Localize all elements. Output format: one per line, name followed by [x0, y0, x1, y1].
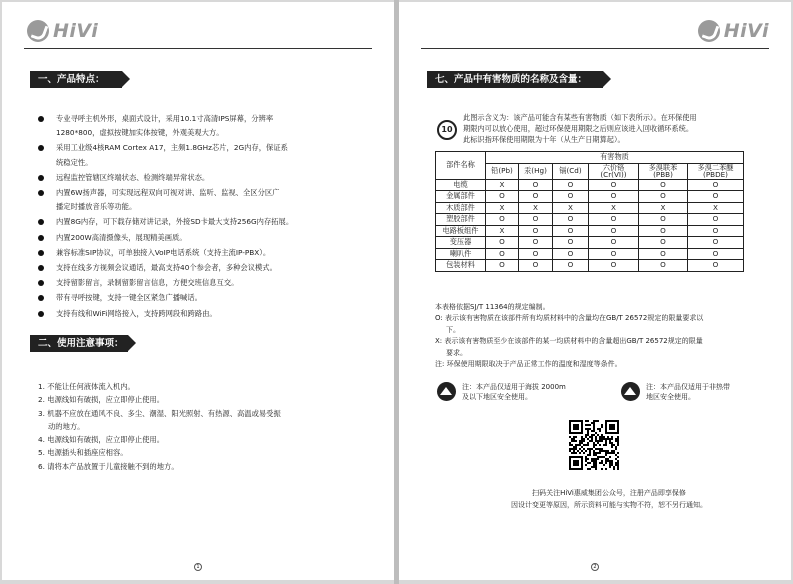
table-row [436, 191, 744, 203]
disclaimer-line: 因设计变更等原因，所示资料可能与实物不符，恕不另行通知。 [511, 501, 707, 509]
table-cell: O [688, 191, 744, 203]
intro-line: 此标识指环保使用期限为十年（从生产日期算起）。 [463, 135, 625, 144]
table-cell: O [688, 214, 744, 226]
table-cell: X [688, 202, 744, 214]
table-header-substance: 多溴联苯 (PBB) [639, 163, 688, 179]
table-row [436, 225, 744, 237]
feature-item [38, 231, 378, 245]
brand-logo-text: HiVi [723, 20, 769, 42]
table-cell: O [519, 248, 553, 260]
table-cell: O [486, 214, 519, 226]
table-cell: O [553, 260, 589, 272]
table-cell: X [486, 202, 519, 214]
table-row [436, 248, 744, 260]
table-cell: O [486, 248, 519, 260]
table-cell: O [553, 237, 589, 249]
table-cell: O [688, 248, 744, 260]
tropical-warning-line: 注：本产品仅适用于非热带 [646, 383, 730, 391]
table-cell-part: 包装材料 [436, 260, 486, 272]
table-cell: O [553, 179, 589, 191]
header-rule [421, 48, 769, 49]
note-text: 4. 电源线如有破损，应立即停止使用。 [38, 435, 165, 445]
table-cell: X [486, 179, 519, 191]
note-item [38, 407, 378, 434]
tropical-warning-line: 地区安全使用。 [646, 393, 695, 401]
brand-logo-text: HiVi [53, 20, 99, 42]
table-cell: O [519, 214, 553, 226]
feature-item [38, 276, 378, 290]
header-rule [24, 48, 372, 49]
note-text: 6. 请将本产品放置于儿童接触不到的地方。 [38, 461, 179, 471]
note-text: 2. 电源线如有破损，应立即停止使用。 [38, 395, 165, 405]
table-cell: O [589, 225, 639, 237]
tropical-warning [621, 382, 730, 402]
table-row [436, 214, 744, 226]
feature-item [38, 186, 378, 214]
footnote-x-cont: 要求。 [446, 348, 467, 357]
qr-caption [459, 487, 759, 511]
table-cell-part: 塑胶部件 [436, 214, 486, 226]
right-page [399, 2, 791, 580]
page-number: 1 [194, 563, 202, 571]
table-cell: O [519, 225, 553, 237]
table-cell: O [486, 237, 519, 249]
table-cell-part: 电缆 [436, 179, 486, 191]
page-number: 2 [591, 563, 599, 571]
table-cell: X [639, 202, 688, 214]
altitude-icon [437, 382, 456, 401]
table-cell: O [639, 248, 688, 260]
table-cell: O [519, 237, 553, 249]
note-item [38, 380, 378, 393]
brand-logo [27, 20, 98, 42]
table-cell-part: 金属部件 [436, 191, 486, 203]
table-cell: O [519, 179, 553, 191]
note-text: 5. 电源插头和插座应相容。 [38, 448, 128, 458]
feature-text-cont: 统稳定性。 [56, 157, 93, 167]
feature-text: 兼容标准SIP协议，可单独接入VoIP电话系统（支持主流IP-PBX）。 [56, 247, 271, 257]
note-text: 1. 不能让任何液体流入机内。 [38, 382, 135, 391]
qr-caption-line: 扫码关注HiVi惠威集团公众号，注册产品即享保修 [532, 489, 686, 497]
table-cell: O [589, 237, 639, 249]
feature-item [38, 112, 378, 140]
footnote-o-cont: 下。 [446, 325, 460, 334]
table-cell: O [639, 191, 688, 203]
table-row [436, 202, 744, 214]
eco-intro [437, 112, 777, 145]
footnote-env: 注: 环保使用期限取决于产品正常工作的温度和湿度等条件。 [435, 360, 622, 369]
table-cell: O [519, 191, 553, 203]
footnote-o: O: 表示该有害物质在该部件所有均质材料中的含量均在GB/T 26572规定的限量要求以 [435, 314, 704, 323]
table-row [436, 260, 744, 272]
hivi-logo-icon [27, 20, 49, 42]
intro-line: 此图示含义为：该产品可能含有某些有害物质（如下表所示）。在环保使用 [463, 113, 697, 122]
feature-text: 内置8G内存，可下载存储对讲记录，外接SD卡最大支持256G内存拓展。 [56, 217, 294, 227]
table-header-substance: 多溴二苯醚 (PBDE) [688, 163, 744, 179]
feature-text: 专业寻呼主机外形，桌面式设计，采用10.1寸高清IPS屏幕，分辨率 [56, 114, 274, 123]
tropical-climate-icon [621, 382, 640, 401]
feature-item [38, 246, 378, 260]
altitude-warning [437, 382, 566, 402]
feature-text: 采用工业级4核RAM Cortex A17，主频1.8GHz芯片，2G内存，保证系 [56, 143, 288, 153]
table-header-substance: 铅(Pb) [486, 163, 519, 179]
table-cell: X [589, 202, 639, 214]
table-header-part: 部件名称 [436, 152, 486, 180]
notes-list [38, 380, 378, 473]
table-cell: O [589, 191, 639, 203]
hivi-logo-icon [698, 20, 720, 42]
feature-text: 支持在线多方视频会议通话，最高支持40个参会者，多种会议模式。 [56, 263, 277, 273]
table-cell: O [486, 260, 519, 272]
table-cell: O [639, 260, 688, 272]
feature-text: 支持留影留言，录制留影留言信息，方便交班信息互交。 [56, 278, 239, 288]
intro-line: 期限内可以放心使用，超过环保使用期限之后则应该进入回收循环系统。 [463, 124, 694, 133]
table-cell: O [589, 214, 639, 226]
table-cell: O [688, 225, 744, 237]
table-header-group: 有害物质 [486, 152, 744, 164]
table-row [436, 237, 744, 249]
feature-item [38, 307, 378, 321]
wechat-qr-code [569, 420, 619, 470]
left-page [2, 2, 394, 580]
hazard-table [435, 151, 744, 272]
altitude-warning-line: 注：本产品仅适用于海拔 2000m [462, 383, 566, 391]
table-cell: O [553, 191, 589, 203]
table-row [436, 179, 744, 191]
note-item [38, 433, 378, 446]
feature-text: 内置200W高清摄像头，展现精美画质。 [56, 232, 187, 242]
feature-list [38, 112, 378, 322]
table-cell: O [639, 214, 688, 226]
table-cell: X [486, 225, 519, 237]
table-cell-part: 喇叭件 [436, 248, 486, 260]
feature-text: 支持有线和WiFi网络接入，支持跨网段和跨路由。 [56, 308, 217, 318]
feature-item [38, 291, 378, 305]
note-item [38, 393, 378, 406]
brand-logo [698, 20, 769, 42]
table-cell: O [688, 179, 744, 191]
feature-text-cont: 播定时播放音乐等功能。 [56, 202, 137, 212]
table-cell: O [688, 237, 744, 249]
table-cell-part: 电路板组件 [436, 225, 486, 237]
table-cell: X [553, 202, 589, 214]
table-header-substance: 六价铬 (Cr(VI)) [589, 163, 639, 179]
footnote-standard: 本表格依据SJ/T 11364的规定编制。 [435, 303, 550, 311]
table-header-substance: 镉(Cd) [553, 163, 589, 179]
section-title-features: 一、产品特点： [30, 71, 122, 88]
section-title-hazardous: 七、产品中有害物质的名称及含量： [427, 71, 603, 88]
feature-item [38, 171, 378, 185]
table-cell: O [519, 260, 553, 272]
table-cell-part: 木质部件 [436, 202, 486, 214]
table-cell: O [553, 214, 589, 226]
feature-text-cont: 1280*800，虚拟按键加实体按键，外观美观大方。 [56, 128, 224, 138]
altitude-warning-line: 及以下地区安全使用。 [462, 393, 532, 401]
table-cell: O [639, 237, 688, 249]
table-cell: O [589, 179, 639, 191]
table-cell-part: 变压器 [436, 237, 486, 249]
feature-text: 带有寻呼按键，支持一键全区紧急广播喊话。 [56, 293, 202, 303]
table-cell: O [688, 260, 744, 272]
feature-text: 远程监控管辖区终端状态、检测终端异常状态。 [56, 172, 210, 182]
table-cell: O [639, 179, 688, 191]
section-title-notes: 二、使用注意事项： [30, 335, 128, 352]
table-cell: O [553, 225, 589, 237]
note-item [38, 460, 378, 473]
eco-period-badge-icon: 10 [437, 120, 457, 140]
table-footnotes [435, 302, 779, 370]
note-text: 3. 机器不应放在通风不良、多尘、潮湿、阳光照射、有热源、高温或易受振 [38, 408, 281, 418]
table-cell: X [519, 202, 553, 214]
table-cell: O [639, 225, 688, 237]
feature-item [38, 261, 378, 275]
feature-text: 内置6W扬声器，可实现远程双向可视对讲、监听、监视、全区分区广 [56, 188, 280, 198]
footnote-x: X: 表示该有害物质至少在该部件的某一均质材料中的含量超出GB/T 26572规定的限量 [435, 337, 703, 346]
table-cell: O [486, 191, 519, 203]
feature-item [38, 215, 378, 229]
table-header-substance: 汞(Hg) [519, 163, 553, 179]
note-item [38, 446, 378, 459]
note-text-cont: 动的地方。 [48, 421, 85, 431]
table-cell: O [553, 248, 589, 260]
table-cell: O [589, 260, 639, 272]
feature-item [38, 141, 378, 169]
table-cell: O [589, 248, 639, 260]
